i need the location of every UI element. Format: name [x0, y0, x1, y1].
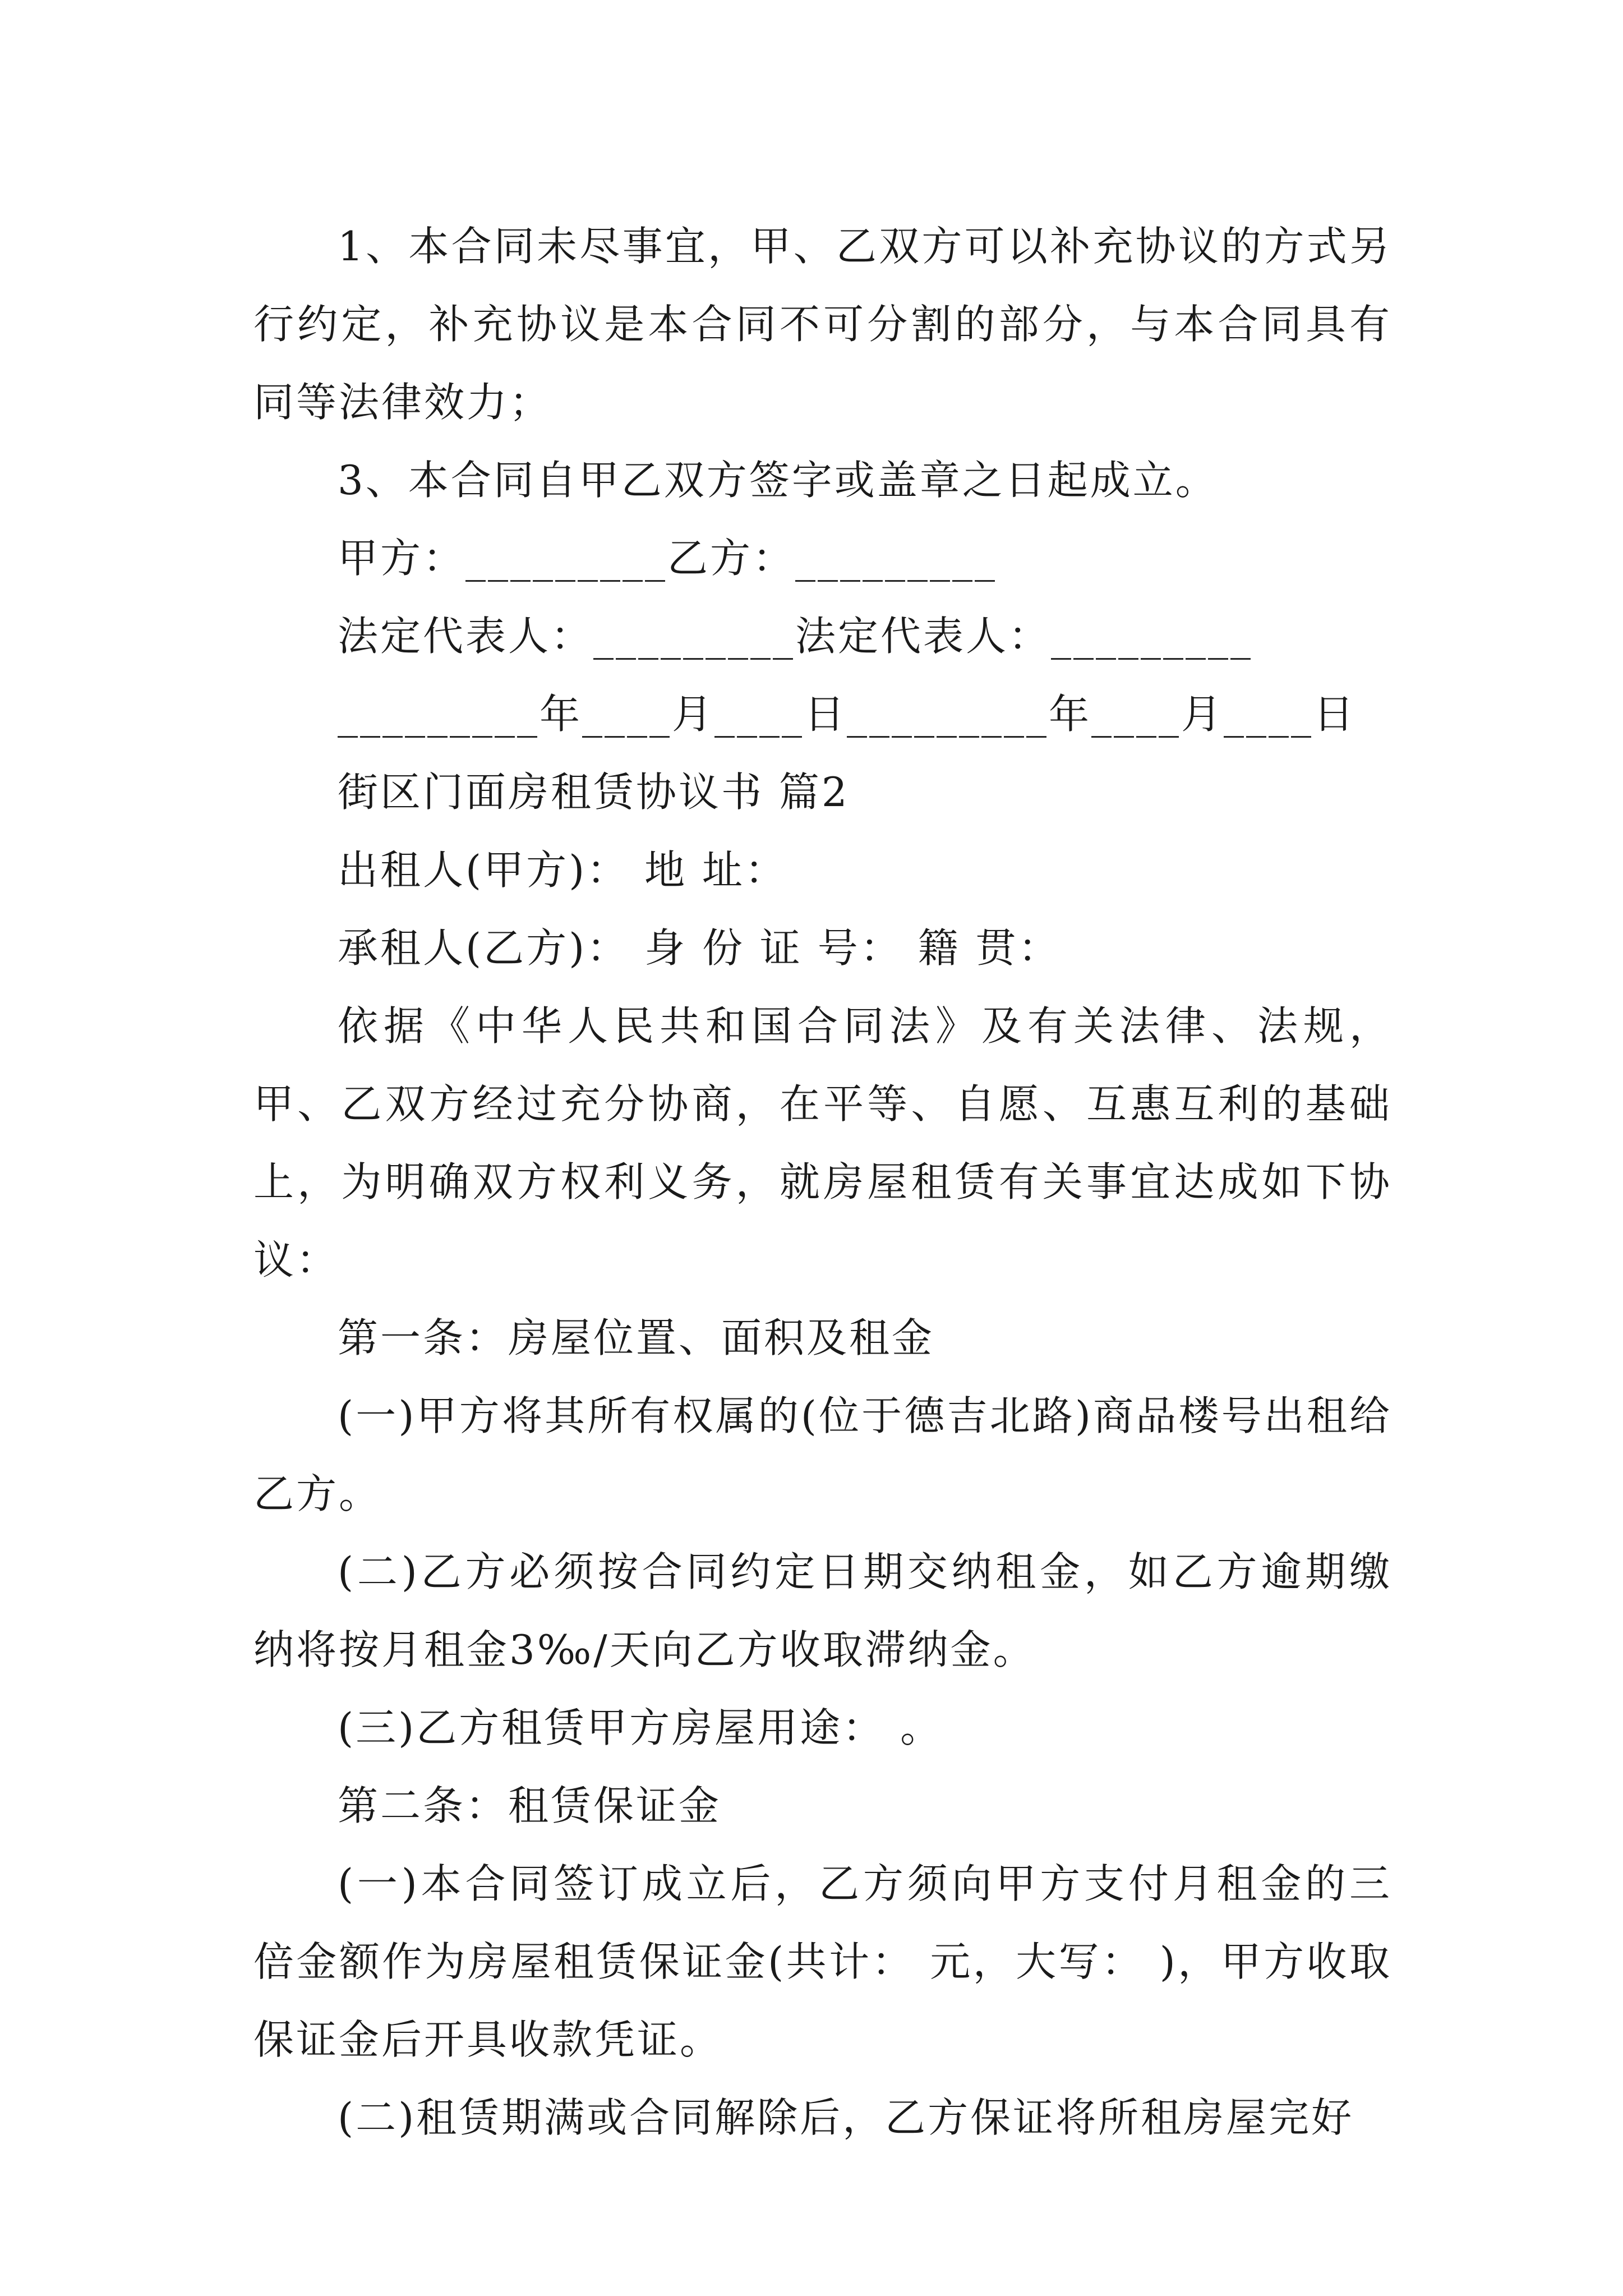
signature-legal-representatives-line: 法定代表人：_________法定代表人：_________ [338, 613, 1253, 660]
clause-contract-effective: 3、本合同自甲乙双方签字或盖章之日起成立。 [338, 457, 1218, 504]
lessor-info-line: 出租人(甲方)： 地 址： [338, 846, 787, 894]
document-body [253, 208, 1392, 2157]
signature-parties-line: 甲方：_________乙方：_________ [338, 535, 998, 582]
article-1-item-1: (一)甲方将其所有权属的(位于德吉北路)商品楼号出租给乙方。 [253, 1392, 1392, 1517]
agreement-preamble: 依据《中华人民共和国合同法》及有关法律、法规，甲、乙双方经过充分协商，在平等、自愿、互惠互利的基础上，为明确双方权利义务，就房屋租赁有关事宜达成如下协议： [253, 1002, 1392, 1283]
clause-supplementary-agreement: 1、本合同未尽事宜，甲、乙双方可以补充协议的方式另行约定，补充协议是本合同不可分割的部分，与本合同具有同等法律效力； [253, 223, 1392, 426]
signature-date-line: _________年____月____日_________年____月____日 [338, 691, 1356, 738]
lessee-info-line: 承租人(乙方)： 身 份 证 号： 籍 贯： [338, 924, 1061, 972]
article-1-heading: 第一条：房屋位置、面积及租金 [338, 1314, 935, 1361]
article-1-item-3: (三)乙方租赁甲方房屋用途： 。 [338, 1704, 943, 1751]
article-1-item-2: (二)乙方必须按合同约定日期交纳租金，如乙方逾期缴纳将按月租金3‰/天向乙方收取滞纳金。 [253, 1548, 1392, 1673]
section-title: 街区门面房租赁协议书 篇2 [338, 769, 850, 816]
article-2-item-2: (二)租赁期满或合同解除后，乙方保证将所租房屋完好 [338, 2094, 1354, 2141]
article-2-item-1: (一)本合同签订成立后，乙方须向甲方支付月租金的三倍金额作为房屋租赁保证金(共计： 元，大写： )，甲方收取保证金后开具收款凭证。 [253, 1860, 1392, 2063]
article-2-heading: 第二条：租赁保证金 [338, 1782, 722, 1829]
